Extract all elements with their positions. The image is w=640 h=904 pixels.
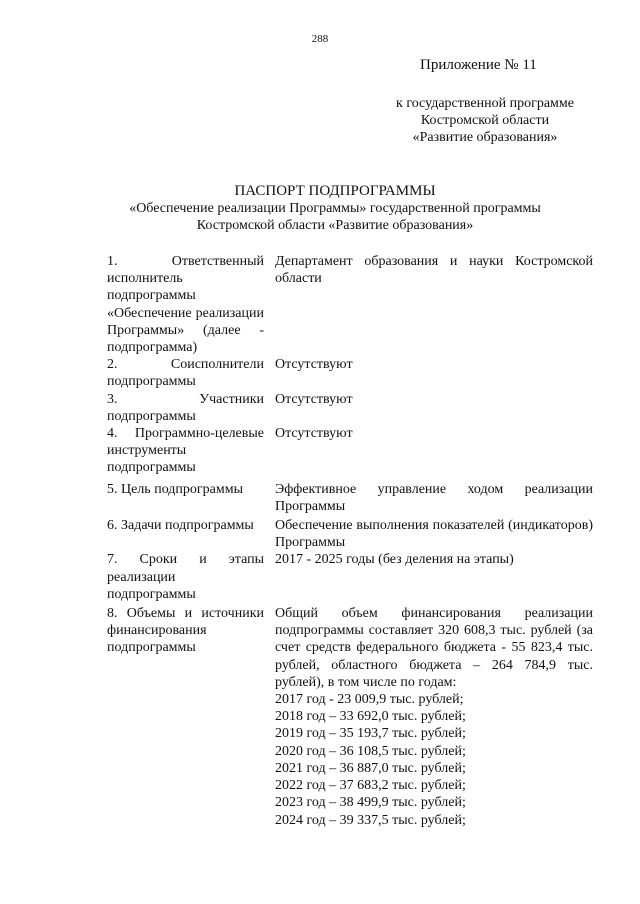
row-value: Отсутствуют <box>275 391 353 407</box>
row-value: Эффективное управление ходом реализации Программы <box>275 481 593 514</box>
row-label: 4. Программно-целевые инструменты подпрограммы <box>107 426 264 476</box>
appendix-title: Приложение № 11 <box>420 57 537 73</box>
row-label: 8. Объемы и источники финансирования подпрограммы <box>107 606 264 656</box>
passport-title: ПАСПОРТ ПОДПРОГРАММЫ <box>234 183 436 199</box>
row-label: 3. Участники подпрограммы <box>107 391 264 424</box>
passport-row-finance <box>107 605 593 829</box>
appendix-reference-line: «Развитие образования» <box>412 130 558 145</box>
finance-year-line: 2023 год – 38 499,9 тыс. рублей; <box>275 795 466 811</box>
row-label: 6. Задачи подпрограммы <box>107 518 254 534</box>
finance-year-line: 2022 год – 37 683,2 тыс. рублей; <box>275 778 466 794</box>
appendix-reference-line: к государственной программе <box>396 96 574 111</box>
row-label: 2. Соисполнители подпрограммы <box>107 357 264 390</box>
passport-subtitle-line: «Обеспечение реализации Программы» государственной программы <box>129 201 541 216</box>
finance-value <box>275 605 593 829</box>
row-value: Отсутствуют <box>275 426 353 442</box>
finance-year-line: 2024 год – 39 337,5 тыс. рублей; <box>275 812 466 828</box>
passport-heading <box>85 183 585 234</box>
row-label: 5. Цель подпрограммы <box>107 481 243 497</box>
finance-year-line: 2020 год – 36 108,5 тыс. рублей; <box>275 743 466 759</box>
passport-row <box>107 391 593 425</box>
page-number: 288 <box>311 33 329 45</box>
passport-row <box>107 356 593 390</box>
finance-year-line: 2018 год – 33 692,0 тыс. рублей; <box>275 709 466 725</box>
passport-table <box>107 253 593 829</box>
finance-year-line: 2019 год – 35 193,7 тыс. рублей; <box>275 726 466 742</box>
appendix-reference <box>380 95 590 146</box>
finance-year-line: 2021 год – 36 887,0 тыс. рублей; <box>275 760 466 776</box>
row-value: Отсутствуют <box>275 357 353 373</box>
finance-years <box>275 691 593 829</box>
finance-year-line: 2017 год - 23 009,9 тыс. рублей; <box>275 692 464 708</box>
passport-subtitle-line: Костромской области «Развитие образования» <box>196 218 474 233</box>
passport-row <box>107 253 593 356</box>
passport-row <box>107 551 593 603</box>
passport-row <box>107 481 593 515</box>
row-value: Департамент образования и науки Костромской области <box>275 254 593 287</box>
passport-row <box>107 425 593 477</box>
row-value: Обеспечение выполнения показателей (индикаторов) Программы <box>275 518 593 551</box>
row-value: 2017 - 2025 годы (без деления на этапы) <box>275 552 514 568</box>
row-label: 1. Ответственный исполнитель подпрограммы «Обеспечение реализации Программы» (далее - подпрограмма) <box>107 254 264 356</box>
finance-intro: Общий объем финансирования реализации подпрограммы составляет 320 608,3 тыс. рублей (за счет средств федерального бюджета - 55 823,4 тыс. рублей, областного бюджета – 264 784,9 тыс. рублей), в том числе по годам: <box>275 606 593 690</box>
row-label: 7. Сроки и этапы реализации подпрограммы <box>107 552 264 602</box>
appendix-reference-line: Костромской области <box>420 113 550 128</box>
passport-row <box>107 517 593 551</box>
